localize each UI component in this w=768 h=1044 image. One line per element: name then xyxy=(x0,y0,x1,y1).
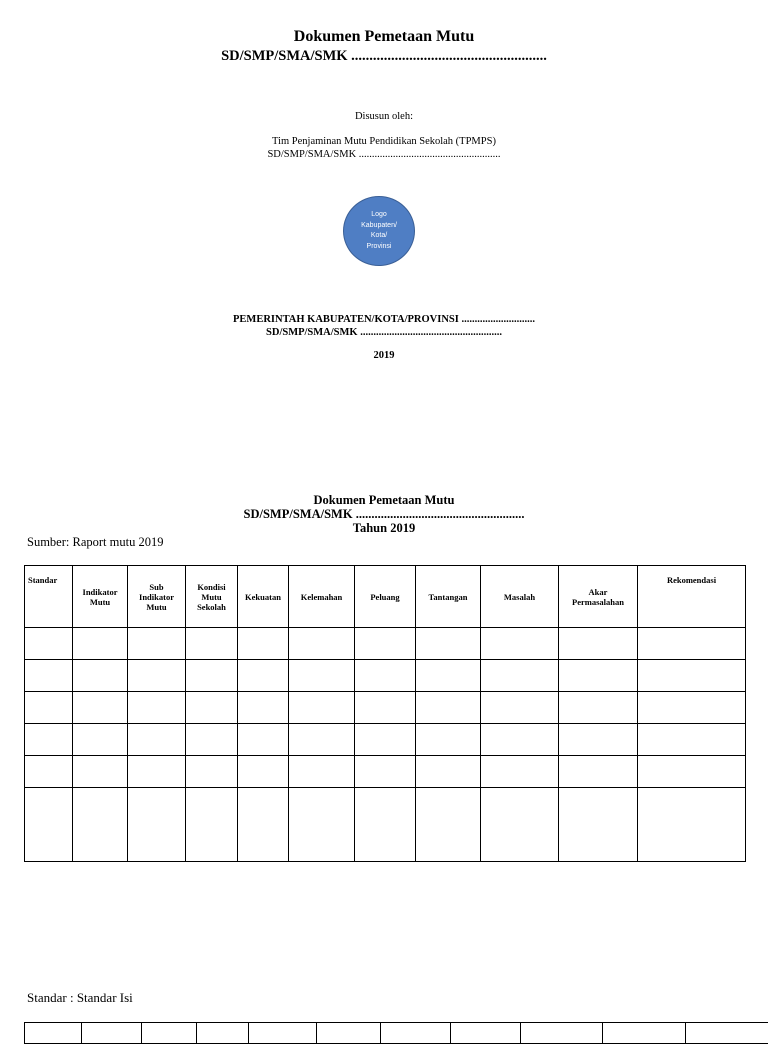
column-header-kondisi-mutu-sekolah xyxy=(186,566,238,628)
government-line: PEMERINTAH KABUPATEN/KOTA/PROVINSI ............................ xyxy=(0,313,768,326)
table-cell xyxy=(559,724,638,756)
table-cell xyxy=(289,628,355,660)
table-cell xyxy=(73,788,128,862)
table-cell xyxy=(238,788,289,862)
column-header-standar: Standar xyxy=(25,566,73,628)
team-school: SD/SMP/SMA/SMK ...................................................... xyxy=(0,148,768,161)
header-line: Sekolah xyxy=(186,602,237,612)
logo-text-line: Kota/ xyxy=(371,231,387,242)
header-line: Kondisi xyxy=(186,582,237,592)
mapping-title: Dokumen Pemetaan Mutu xyxy=(0,493,768,507)
logo-text-line: Provinsi xyxy=(367,242,392,253)
table-cell xyxy=(25,660,73,692)
table-cell xyxy=(128,724,186,756)
table-cell xyxy=(128,756,186,788)
table-cell xyxy=(289,788,355,862)
table-cell xyxy=(355,628,416,660)
table-cell xyxy=(25,788,73,862)
table-cell xyxy=(238,628,289,660)
table-cell xyxy=(481,788,559,862)
table-cell xyxy=(451,1023,521,1044)
table-cell xyxy=(355,692,416,724)
table-cell xyxy=(559,756,638,788)
header-line: Sub xyxy=(128,582,185,592)
cover-title: Dokumen Pemetaan Mutu xyxy=(0,27,768,46)
table-cell xyxy=(416,660,481,692)
table-cell xyxy=(289,692,355,724)
table-cell xyxy=(638,788,746,862)
table-cell xyxy=(238,724,289,756)
table-cell xyxy=(25,724,73,756)
header-line: Indikator xyxy=(73,587,127,597)
table-cell xyxy=(238,692,289,724)
table-cell xyxy=(638,756,746,788)
header-line: Permasalahan xyxy=(559,597,637,607)
table-header-row xyxy=(25,566,746,628)
table-cell xyxy=(25,628,73,660)
table-cell xyxy=(416,756,481,788)
table-cell xyxy=(73,692,128,724)
column-header-indikator-mutu xyxy=(73,566,128,628)
table-cell xyxy=(186,788,238,862)
column-header-sub-indikator-mutu xyxy=(128,566,186,628)
logo-text-line: Kabupaten/ xyxy=(361,221,397,232)
table-cell xyxy=(481,692,559,724)
table-cell xyxy=(186,692,238,724)
table-cell xyxy=(73,756,128,788)
table-cell xyxy=(289,756,355,788)
header-line: Akar xyxy=(559,587,637,597)
table-cell xyxy=(481,628,559,660)
table-cell xyxy=(128,692,186,724)
table-cell xyxy=(289,660,355,692)
prepared-by-label: Disusun oleh: xyxy=(0,111,768,122)
table-cell xyxy=(82,1023,142,1044)
header-line: Mutu xyxy=(186,592,237,602)
table-row xyxy=(25,692,746,724)
table-cell xyxy=(355,788,416,862)
table-cell xyxy=(481,724,559,756)
column-header-kelemahan: Kelemahan xyxy=(289,566,355,628)
table-cell xyxy=(73,628,128,660)
table-cell xyxy=(238,756,289,788)
column-header-tantangan: Tantangan xyxy=(416,566,481,628)
header-line: Mutu xyxy=(128,602,185,612)
column-header-peluang: Peluang xyxy=(355,566,416,628)
table-cell xyxy=(355,756,416,788)
mapping-year: Tahun 2019 xyxy=(0,521,768,535)
table-cell xyxy=(416,628,481,660)
cover-subtitle: SD/SMP/SMA/SMK ...................................................... xyxy=(0,47,768,65)
table-cell xyxy=(142,1023,197,1044)
header-line: Indikator xyxy=(128,592,185,602)
header-line: Mutu xyxy=(73,597,127,607)
table-cell xyxy=(416,724,481,756)
table-cell xyxy=(186,628,238,660)
source-note: Sumber: Raport mutu 2019 xyxy=(27,535,163,550)
table-cell xyxy=(481,756,559,788)
table-row xyxy=(25,660,746,692)
table-cell xyxy=(25,692,73,724)
table-cell xyxy=(481,660,559,692)
column-header-rekomendasi: Rekomendasi xyxy=(638,566,746,628)
table-cell xyxy=(559,628,638,660)
table-cell xyxy=(603,1023,686,1044)
table-cell xyxy=(25,756,73,788)
table-cell xyxy=(559,788,638,862)
column-header-masalah: Masalah xyxy=(481,566,559,628)
table-row xyxy=(25,788,746,862)
table-cell xyxy=(416,692,481,724)
table-cell xyxy=(197,1023,249,1044)
table-cell xyxy=(73,724,128,756)
table-row xyxy=(25,724,746,756)
column-header-akar-permasalahan xyxy=(559,566,638,628)
table-row xyxy=(25,756,746,788)
table-cell xyxy=(238,660,289,692)
logo-placeholder xyxy=(343,196,415,266)
table-cell xyxy=(317,1023,381,1044)
column-header-kekuatan: Kekuatan xyxy=(238,566,289,628)
table-row xyxy=(25,628,746,660)
mapping-table xyxy=(24,565,746,862)
table-cell xyxy=(355,724,416,756)
table-cell xyxy=(638,628,746,660)
table-cell xyxy=(128,628,186,660)
table-cell xyxy=(25,1023,82,1044)
table-cell xyxy=(686,1023,768,1044)
table-cell xyxy=(638,724,746,756)
table-cell xyxy=(186,660,238,692)
standard-label: Standar : Standar Isi xyxy=(27,990,133,1006)
table-row xyxy=(25,1023,768,1044)
table-cell xyxy=(559,692,638,724)
standard-table xyxy=(24,1022,768,1044)
table-cell xyxy=(186,756,238,788)
table-cell xyxy=(381,1023,451,1044)
table-cell xyxy=(416,788,481,862)
table-cell xyxy=(355,660,416,692)
table-cell xyxy=(638,692,746,724)
table-cell xyxy=(521,1023,603,1044)
logo-text-line: Logo xyxy=(371,210,387,221)
team-name: Tim Penjaminan Mutu Pendidikan Sekolah (TPMPS) xyxy=(0,135,768,148)
mapping-school: SD/SMP/SMA/SMK ...................................................... xyxy=(0,507,768,521)
table-cell xyxy=(559,660,638,692)
table-cell xyxy=(249,1023,317,1044)
cover-year: 2019 xyxy=(0,350,768,361)
table-cell xyxy=(638,660,746,692)
table-cell xyxy=(128,788,186,862)
table-cell xyxy=(128,660,186,692)
table-cell xyxy=(289,724,355,756)
table-cell xyxy=(186,724,238,756)
government-school: SD/SMP/SMA/SMK ...................................................... xyxy=(0,326,768,339)
table-cell xyxy=(73,660,128,692)
